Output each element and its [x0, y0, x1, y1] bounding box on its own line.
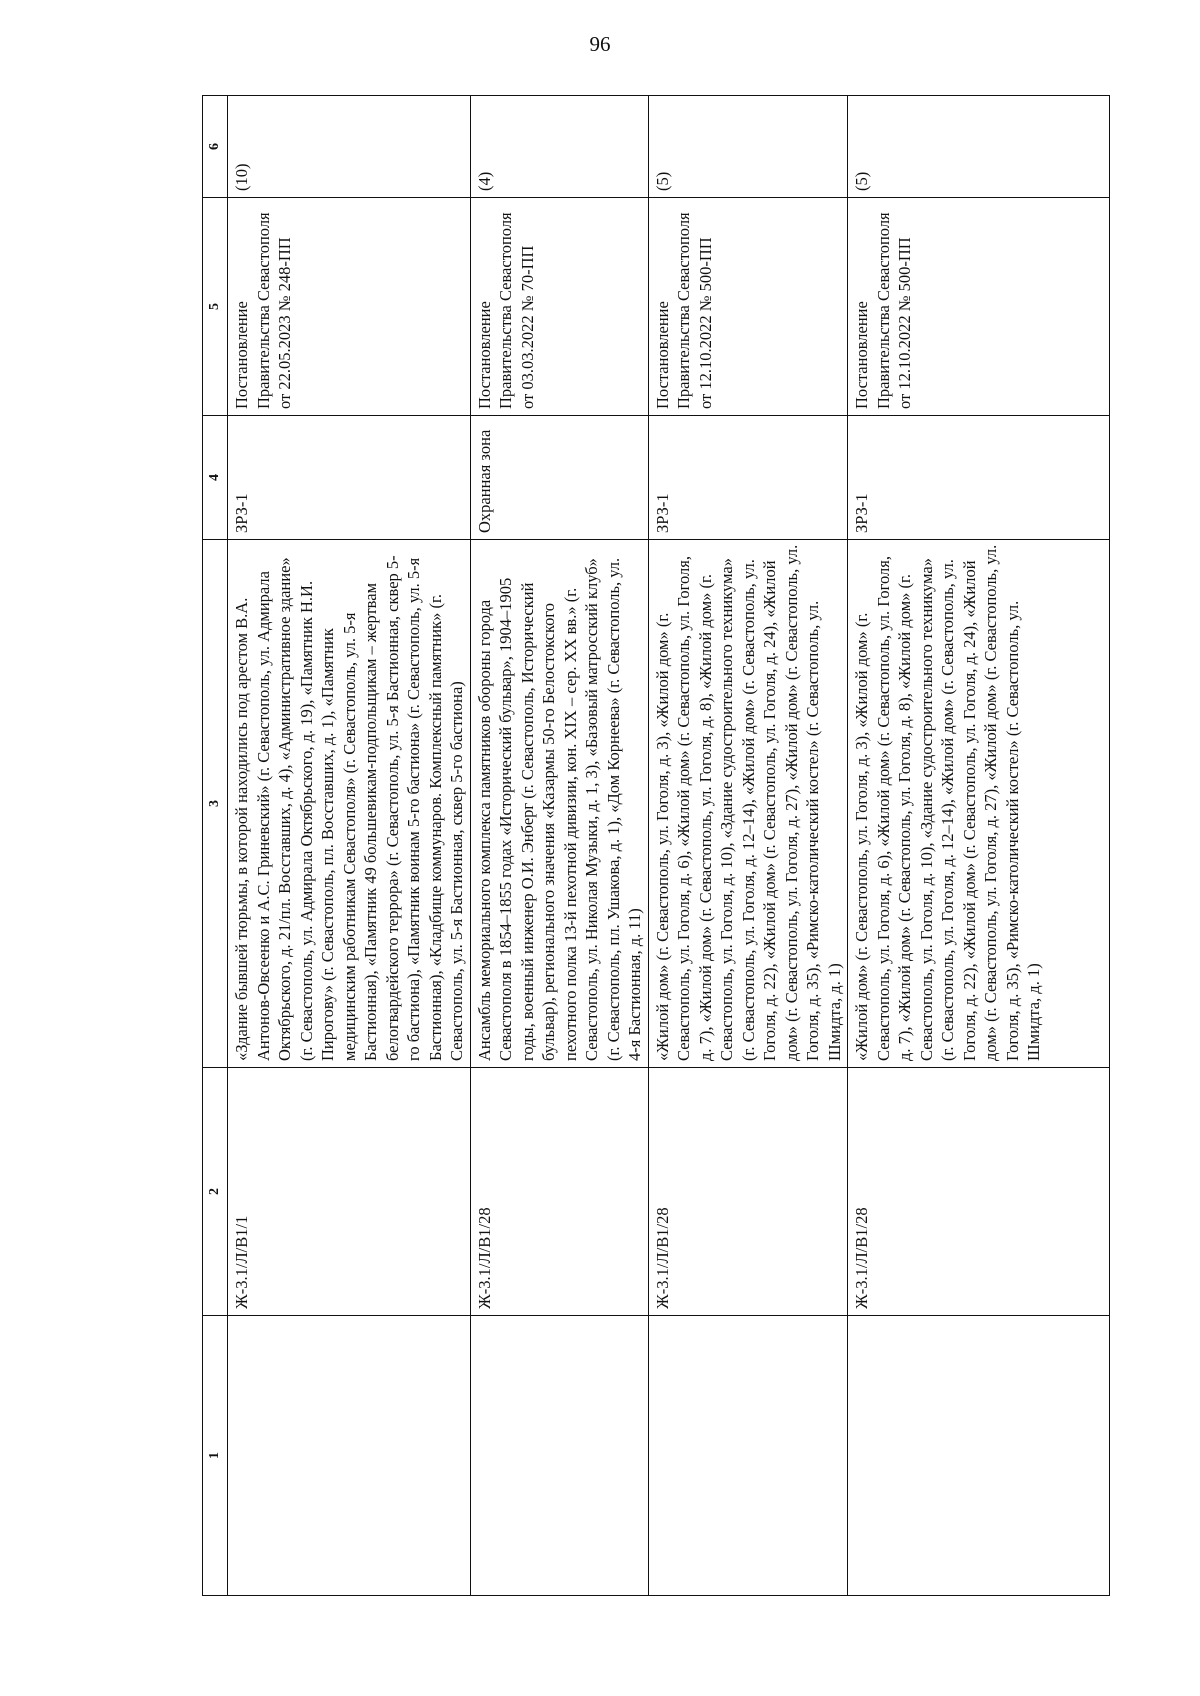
table-row: [470, 96, 648, 1596]
column-header: 2: [203, 1068, 228, 1316]
cell-number: [648, 1316, 848, 1596]
cell-zone-type: ЗРЗ-1: [648, 416, 848, 540]
table-row: [228, 96, 471, 1596]
page-number: 96: [589, 32, 611, 56]
cell-note: (5): [648, 96, 848, 198]
cell-zone-type: Охранная зона: [470, 416, 648, 540]
cell-objects: «Жилой дом» (г. Севастополь, ул. Гоголя, д. 3), «Жилой дом» (г. Севастополь, ул. Гоголя, д. 6), «Жилой дом» (г. Севастополь, ул. Гоголя, д. 7), «Жилой дом» (г. Севастополь, ул. Гоголя, д. 8), «Жилой дом» (г. Севастополь, ул. Гоголя, д. 10), «Здание судостроительного техникума» (г. Севастополь, ул. Гоголя, д. 12–14), «Жилой дом» (г. Севастополь, ул. Гоголя, д. 22), «Жилой дом» (г. Севастополь, ул. Гоголя, д. 24), «Жилой дом» (г. Севастополь, ул. Гоголя, д. 27), «Жилой дом» (г. Севастополь, ул. Гоголя, д. 35), «Римско-католический костел» (г. Севастополь, ул. Шмидта, д. 1): [848, 540, 1110, 1068]
rotated-table-container: [202, 96, 1110, 1596]
cell-objects: «Жилой дом» (г. Севастополь, ул. Гоголя, д. 3), «Жилой дом» (г. Севастополь, ул. Гоголя, д. 6), «Жилой дом» (г. Севастополь, ул. Гоголя, д. 7), «Жилой дом» (г. Севастополь, ул. Гоголя, д. 8), «Жилой дом» (г. Севастополь, ул. Гоголя, д. 10), «Здание судостроительного техникума» (г. Севастополь, ул. Гоголя, д. 12–14), «Жилой дом» (г. Севастополь, ул. Гоголя, д. 22), «Жилой дом» (г. Севастополь, ул. Гоголя, д. 24), «Жилой дом» (г. Севастополь, ул. Гоголя, д. 27), «Жилой дом» (г. Севастополь, ул. Гоголя, д. 35), «Римско-католический костел» (г. Севастополь, ул. Шмидта, д. 1): [648, 540, 848, 1068]
header-row: [203, 96, 228, 1596]
cell-note: (10): [228, 96, 471, 198]
cell-document: Постановление Правительства Севастополя от 03.03.2022 № 70-ПП: [470, 198, 648, 416]
column-header: 4: [203, 416, 228, 540]
column-header: 6: [203, 96, 228, 198]
cell-objects: «Здание бывшей тюрьмы, в которой находились под арестом В.А. Антонов-Овсеенко и А.С. Гриневский» (г. Севастополь, ул. Адмирала Октябрьского, д. 21/пл. Восставших, д. 4), «Административное здание» (г. Севастополь, ул. Адмирала Октябрьского, д. 19), «Памятник Н.И. Пирогову» (г. Севастополь, пл. Восставших, д. 1), «Памятник медицинским работникам Севастополя» (г. Севастополь, ул. 5-я Бастионная), «Памятник 49 большевикам-подпольщикам – жертвам белогвардейского террора» (г. Севастополь, ул. 5-я Бастионная, сквер 5-го бастиона), «Памятник воинам 5-го бастиона» (г. Севастополь, ул. 5-я Бастионная), «Кладбище коммунаров. Комплексный памятник» (г. Севастополь, ул. 5-я Бастионная, сквер 5-го бастиона): [228, 540, 471, 1068]
cell-zone-code: Ж-3.1/Л/В1/28: [848, 1068, 1110, 1316]
cell-number: [848, 1316, 1110, 1596]
cell-zone-code: Ж-3.1/Л/В1/28: [470, 1068, 648, 1316]
cell-note: (4): [470, 96, 648, 198]
cell-zone-code: Ж-3.1/Л/В1/1: [228, 1068, 471, 1316]
cell-note: (5): [848, 96, 1110, 198]
cell-document: Постановление Правительства Севастополя от 12.10.2022 № 500-ПП: [848, 198, 1110, 416]
zones-table: [202, 95, 1110, 1596]
column-header: 1: [203, 1316, 228, 1596]
table-row: [848, 96, 1110, 1596]
cell-number: [470, 1316, 648, 1596]
cell-zone-type: ЗРЗ-1: [848, 416, 1110, 540]
cell-document: Постановление Правительства Севастополя от 22.05.2023 № 248-ПП: [228, 198, 471, 416]
cell-document: Постановление Правительства Севастополя от 12.10.2022 № 500-ПП: [648, 198, 848, 416]
column-header: 5: [203, 198, 228, 416]
cell-number: [228, 1316, 471, 1596]
table-row: [648, 96, 848, 1596]
cell-objects: Ансамбль мемориального комплекса памятников обороны города Севастополя в 1854–1855 годах «Исторический бульвар», 1904–1905 годы, военный инженер О.И. Энберг (г. Севастополь, Исторический бульвар), регионального значения «Казармы 50-го Белостокского пехотного полка 13-й пехотной дивизии, кон. XIX – сер. XX вв.» (г. Севастополь, ул. Николая Музыки, д. 1, 3), «Базовый матросский клуб» (г. Севастополь, пл. Ушакова, д. 1), «Дом Корнеева» (г. Севастополь, ул. 4-я Бастионная, д. 11): [470, 540, 648, 1068]
cell-zone-code: Ж-3.1/Л/В1/28: [648, 1068, 848, 1316]
column-header: 3: [203, 540, 228, 1068]
cell-zone-type: ЗРЗ-1: [228, 416, 471, 540]
